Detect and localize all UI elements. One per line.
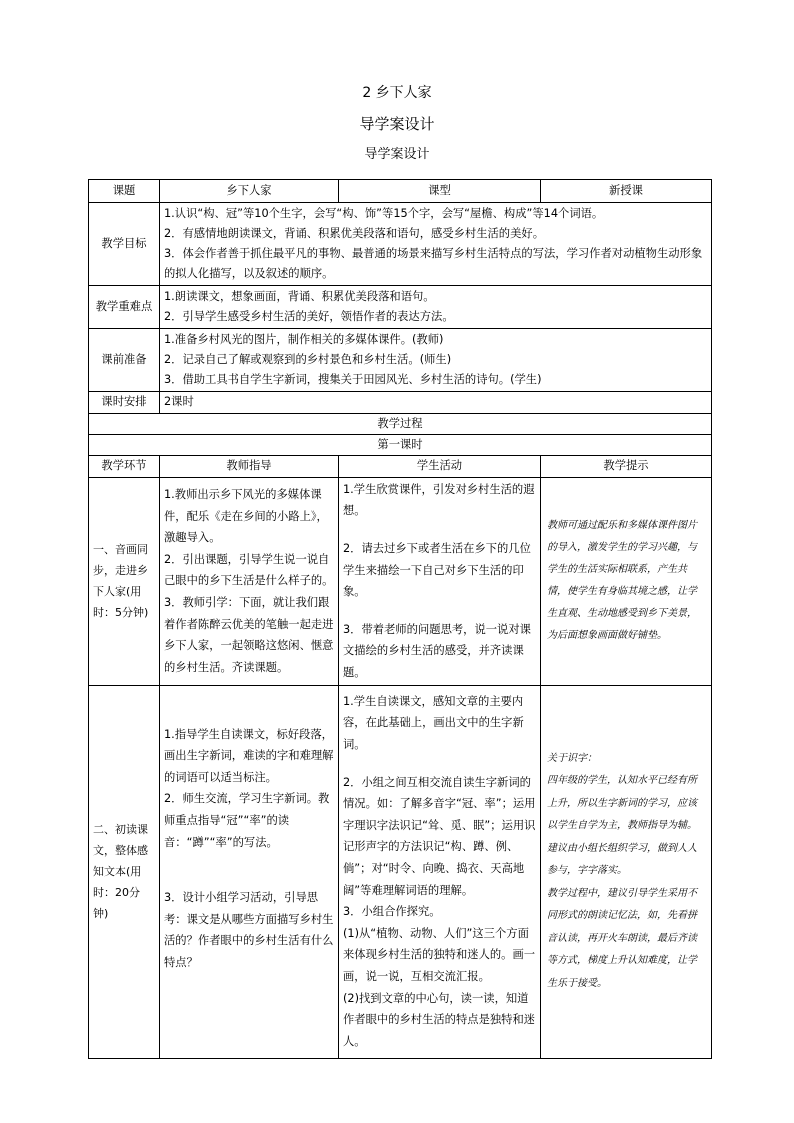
- prep-content: [160, 329, 712, 392]
- period-title: 第一课时: [89, 435, 712, 456]
- keypoints-content: [160, 286, 712, 329]
- period-row: [89, 435, 712, 456]
- teacher-step: 1.教师出示乡下风光的多媒体课件，配乐《走在乡间的小路上》，激趣导入。: [164, 487, 328, 545]
- teacher-guidance: [160, 685, 339, 1058]
- col-teacher-header: 教师指导: [160, 456, 339, 477]
- hint-line: 四年级的学生，认知水平已经有所上升，所以生字新词的学习，应该以学生自学为主，教师指导为辅。: [547, 775, 697, 832]
- goals-label: 教学目标: [89, 203, 160, 286]
- stage-label: 一、音画同步，走进乡下人家(用时：5分钟): [89, 477, 160, 685]
- student-activity: [339, 477, 541, 685]
- student-step: (1)从“植物、动物、人们”这三个方面来体现乡村生活的独特和迷人的。画一画，说一说，互相交流汇报。: [343, 926, 536, 983]
- col-hint-header: 教学提示: [541, 456, 712, 477]
- lesson-title: 2 乡下人家: [362, 85, 432, 101]
- schedule-label: 课时安排: [89, 392, 160, 414]
- col-stage-header: 教学环节: [89, 456, 160, 477]
- goal-item: 1.认识“构、冠”等10个生字，会写“构、饰”等15个字，会写“屋檐、构成”等14个词语。: [164, 207, 604, 220]
- type-label: 课型: [339, 180, 541, 203]
- teacher-guidance: [160, 477, 339, 685]
- keypoints-row: [89, 286, 712, 329]
- teaching-hint: [541, 685, 712, 1058]
- teacher-step: 2．引出课题，引导学生说一说自己眼中的乡下生活是什么样子的。: [164, 552, 334, 588]
- process-header-row: [89, 456, 712, 477]
- topic-value: 乡下人家: [160, 180, 339, 203]
- teacher-step: 2．师生交流，学习生字新词。教师重点指导“冠”“率”的读音：“蹲”“率”的写法。: [164, 792, 330, 849]
- type-value: 新授课: [541, 180, 712, 203]
- stage-label: 二、初读课文，整体感知文本(用时：20分钟): [89, 685, 160, 1058]
- student-step: 3．带着老师的问题思考，说一说对课文描绘的乡村生活的感受，并齐读课题。: [343, 622, 531, 679]
- teacher-step: 3．教师引学：下面，就让我们跟着作者陈醉云优美的笔触一起走进乡下人家，一起领略这悠闲、惬意的乡村生活。齐读课题。: [164, 595, 334, 674]
- student-step: 2．小组之间互相交流自读生字新词的情况。如：了解多音字“冠、率”；运用字理识字法识记“耸、觅、眠”；运用识记形声字的方法识记“构、蹲、例、倘”；对“时令、向晚、捣衣、天高地阔”等难理解词语的理解。: [343, 775, 536, 897]
- student-step: 2．请去过乡下或者生活在乡下的几位学生来描绘一下自己对乡下生活的印象。: [343, 541, 531, 599]
- prep-row: [89, 329, 712, 392]
- student-step: 1.学生欣赏课件，引发对乡村生活的遐想。: [343, 482, 535, 518]
- goal-item: 2．有感情地朗读课文，背诵、积累优美段落和语句，感受乡村生活的美好。: [164, 227, 544, 240]
- goal-item: 3．体会作者善于抓住最平凡的事物、最普通的场景来描写乡村生活特点的写法，学习作者对动植物生动形象的拟人化描写，以及叙述的顺序。: [164, 247, 703, 280]
- goals-row: [89, 203, 712, 286]
- student-step: 1.学生自读课文，感知文章的主要内容，在此基础上，画出文中的生字新词。: [343, 694, 524, 752]
- schedule-value: 2课时: [160, 392, 712, 414]
- keypoints-label: 教学重难点: [89, 286, 160, 329]
- hint-line: 教学过程中，建议引导学生采用不同形式的朗读记忆法，如，先看拼音认读，再开火车朗读，最后齐读等方式，梯度上升认知难度，让学生乐于接受。: [547, 887, 697, 989]
- keypoint-item: 2．引导学生感受乡村生活的美好，领悟作者的表达方法。: [164, 310, 454, 323]
- prep-item: 3．借助工具书自学生字新词，搜集关于田园风光、乡村生活的诗句。(学生): [164, 373, 542, 386]
- lesson-plan-table: [88, 179, 712, 1059]
- page-subtitle: 导学案设计: [359, 115, 435, 133]
- stage-row-2: [89, 685, 712, 1058]
- keypoint-item: 1.朗读课文，想象画面，背诵、积累优美段落和语句。: [164, 290, 435, 303]
- teacher-step: 3．设计小组学习活动，引导思考：课文是从哪些方面描写乡村生活的？作者眼中的乡村生活有什么特点？: [164, 891, 334, 969]
- prep-label: 课前准备: [89, 329, 160, 392]
- student-step: 3．小组合作探究。: [343, 905, 441, 919]
- stage-row-1: [89, 477, 712, 685]
- topic-row: [89, 180, 712, 203]
- student-step: (2)找到文章的中心句，读一读，知道作者眼中的乡村生活的特点是独特和迷人。: [343, 991, 536, 1048]
- teacher-step: 1.指导学生自读课文，标好段落，画出生字新词，难读的字和难理解的词语可以适当标注。: [164, 727, 334, 784]
- hint-line: 关于识字：: [547, 752, 597, 764]
- hint-line: 建议由小组长组织学习，做到人人参与，字字落实。: [547, 842, 697, 877]
- prep-item: 2．记录自己了解或观察到的乡村景色和乡村生活。(师生): [164, 353, 452, 366]
- topic-label: 课题: [89, 180, 160, 203]
- schedule-row: [89, 392, 712, 414]
- process-title: 教学过程: [89, 414, 712, 435]
- student-activity: [339, 685, 541, 1058]
- page-subtitle-secondary: 导学案设计: [364, 147, 430, 162]
- goals-content: [160, 203, 712, 286]
- teaching-hint: 教师可通过配乐和多媒体课件图片的导入，激发学生的学习兴趣，与学生的生活实际相联系，产生共情，使学生有身临其境之感，让学生直观、生动地感受到乡下美景，为后面想象画面做好铺垫。: [541, 477, 712, 685]
- col-student-header: 学生活动: [339, 456, 541, 477]
- process-title-row: [89, 414, 712, 435]
- prep-item: 1.准备乡村风光的图片，制作相关的多媒体课件。(教师): [164, 333, 444, 346]
